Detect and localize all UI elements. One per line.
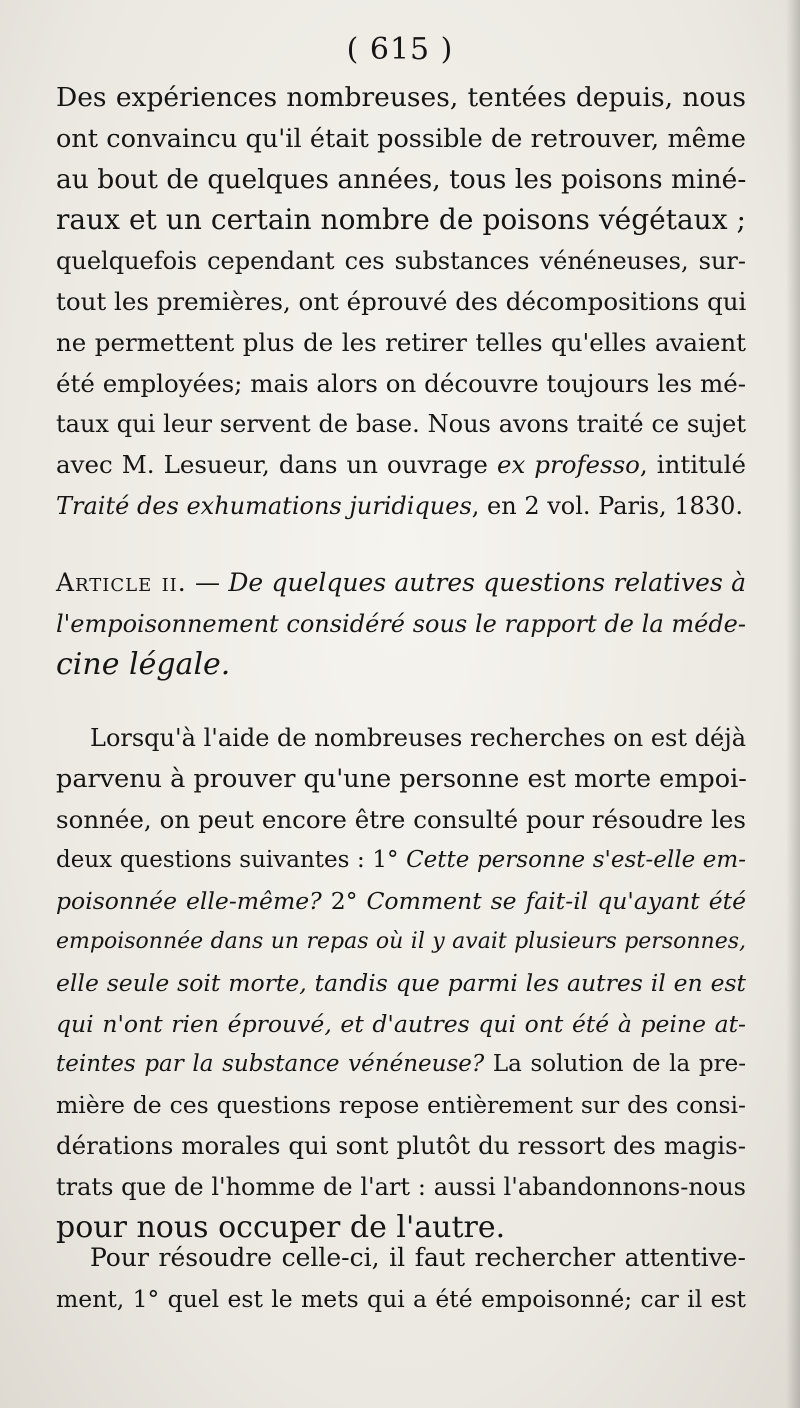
text-run-italic: poisonnée elle-même? — [56, 887, 322, 916]
paragraph-4 — [56, 1238, 746, 1320]
text-run: 2° — [321, 887, 367, 916]
text-run-italic: ex professo — [496, 450, 640, 480]
text-line: tout les premières, ont éprouvé des décompositions qui — [56, 286, 747, 316]
text-run: , en 2 vol. Paris, 1830. — [471, 491, 743, 520]
text-line: au bout de quelques années, tous les poisons miné- — [56, 163, 747, 195]
text-run: avec M. Lesueur, dans un ouvrage — [56, 450, 497, 480]
text-run: deux questions suivantes : 1° — [56, 847, 407, 874]
text-line — [56, 445, 746, 486]
text-line: taux qui leur servent de base. Nous avons traité ce sujet — [56, 410, 746, 439]
text-run-italic: teintes par la substance vénéneuse? — [56, 1051, 485, 1078]
text-line — [56, 840, 746, 881]
text-run-italic: Cette personne s'est-elle em- — [406, 847, 747, 874]
article-title-italic: l'empoisonnement considéré sous le rapport de la méde- — [56, 609, 746, 638]
text-line: ment, 1° quel est le mets qui a été empoisonné; car il est — [56, 1284, 746, 1313]
text-line: ont convaincu qu'il était possible de retrouver, même — [56, 123, 746, 154]
page-number: ( 615 ) — [346, 32, 454, 67]
paragraph-3 — [56, 718, 746, 1248]
page-edge-shadow — [786, 0, 800, 1408]
text-line — [56, 563, 746, 604]
text-line: Des expériences nombreuses, tentées depuis, nous — [56, 82, 746, 113]
text-line: sonnée, on peut encore être consulté pour résoudre les — [56, 804, 746, 834]
text-line — [56, 486, 746, 527]
text-line: parvenu à prouver qu'une personne est morte empoi- — [56, 763, 747, 794]
text-line: trats que de l'homme de l'art : aussi l'abandonnons-nous — [56, 1172, 746, 1201]
text-line: Lorsqu'à l'aide de nombreuses recherches on est déjà — [90, 724, 746, 752]
text-run: , intitulé — [639, 450, 746, 480]
paragraph-1 — [56, 78, 746, 527]
text-line: pour nous occuper de l'autre. — [56, 1209, 506, 1245]
text-line-italic: qui n'ont rien éprouvé, et d'autres qui ont été à peine at- — [56, 1009, 746, 1038]
text-run-italic: Comment se fait-il qu'ayant été — [366, 887, 746, 916]
text-line: raux et un certain nombre de poisons végétaux ; — [56, 203, 746, 237]
book-title-italic: Traité des exhumations juridiques — [56, 491, 472, 520]
text-line-italic: empoisonnée dans un repas où il y avait plusieurs personnes, — [56, 928, 746, 954]
text-line: ne permettent plus de les retirer telles qu'elles avaient — [56, 327, 746, 357]
text-line: mière de ces questions repose entièrement sur des consi- — [56, 1091, 746, 1120]
article-heading — [56, 563, 746, 685]
article-title-italic: cine légale. — [56, 646, 231, 682]
text-line: Pour résoudre celle-ci, il faut rechercher attentive- — [90, 1243, 746, 1272]
article-dash: — — [186, 568, 229, 597]
text-line: quelquefois cependant ces substances vénéneuses, sur- — [56, 247, 746, 276]
text-line — [56, 881, 746, 922]
article-title-italic: De quelques autres questions relatives à — [228, 568, 746, 597]
text-line — [56, 1044, 746, 1085]
text-line-italic: elle seule soit morte, tandis que parmi les autres il en est — [56, 968, 746, 997]
article-label: Article ii. — [56, 568, 187, 597]
text-line: été employées; mais alors on découvre toujours les mé- — [56, 368, 746, 398]
text-run: La solution de la pre- — [484, 1051, 746, 1078]
text-line: dérations morales qui sont plutôt du ressort des magis- — [56, 1130, 746, 1160]
